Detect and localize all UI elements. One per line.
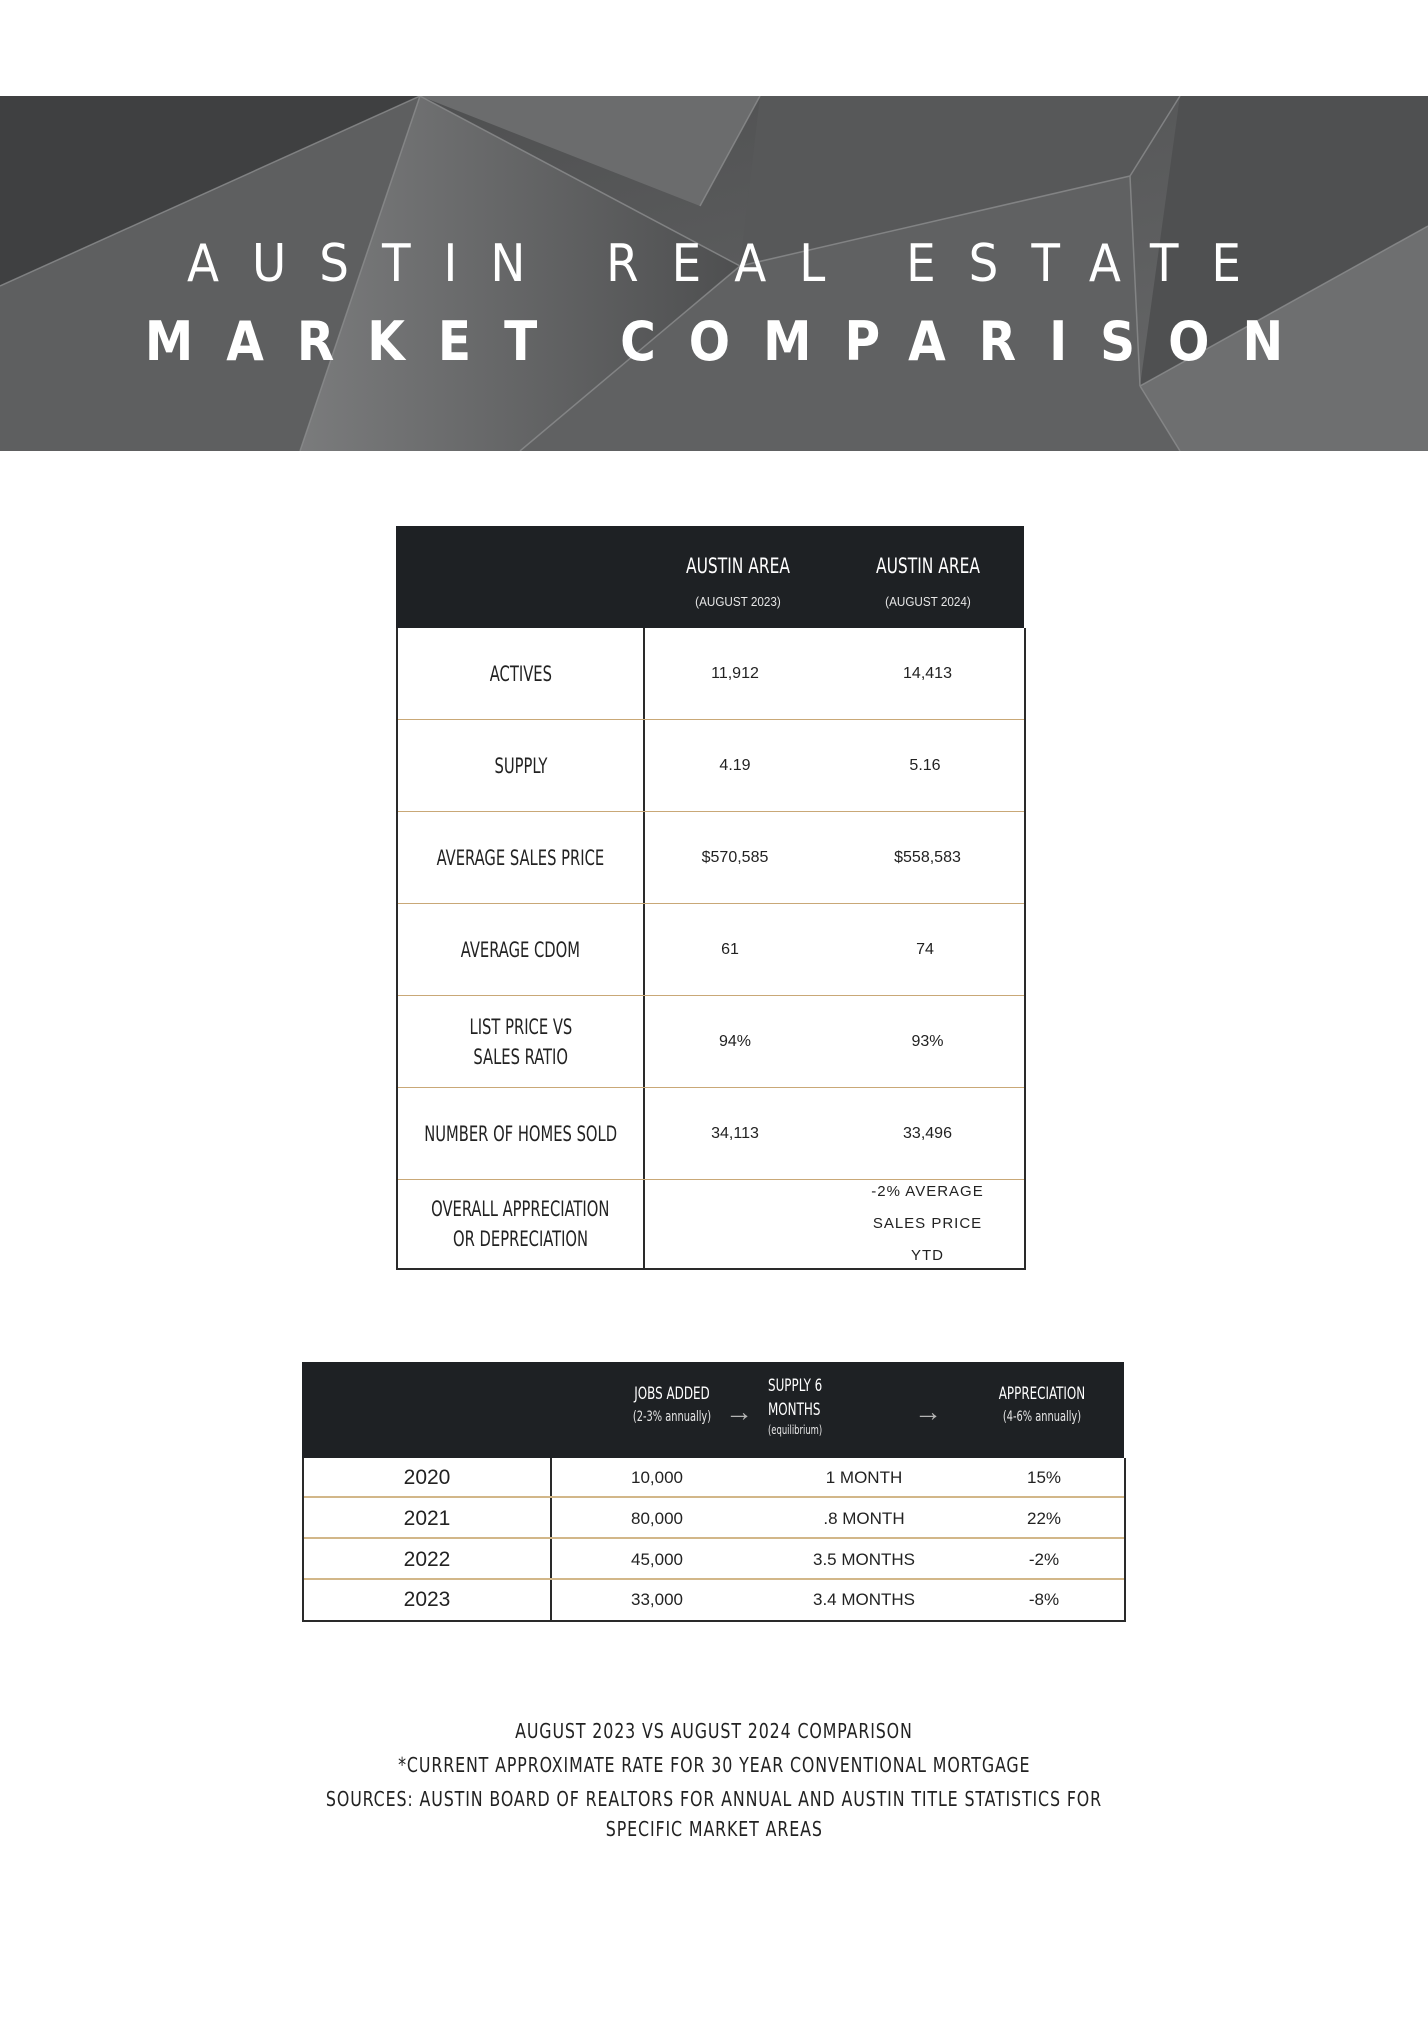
column-header-appreciation	[942, 1382, 1142, 1428]
row-label: NUMBER OF HOMES SOLD	[424, 1122, 617, 1146]
table-row	[398, 1088, 1024, 1180]
value-2023: 4.19	[719, 757, 751, 774]
appreciation-cell: 15%	[1026, 1468, 1062, 1487]
value-2024: 33,496	[903, 1125, 952, 1142]
footnote-sources: SOURCES: AUSTIN BOARD OF REALTORS FOR ANNUAL AND AUSTIN TITLE STATISTICS FOR	[325, 1787, 1103, 1811]
historical-trends-table	[302, 1362, 1124, 1622]
column-header-title: SUPPLY 6	[768, 1376, 823, 1396]
table-row	[398, 628, 1024, 720]
table-header	[302, 1362, 1124, 1458]
column-header-title: APPRECIATION	[998, 1384, 1086, 1404]
jobs-cell: 80,000	[631, 1509, 683, 1528]
row-divider	[304, 1496, 1124, 1498]
row-label: LIST PRICE VS SALES RATIO	[469, 1015, 572, 1069]
jobs-cell: 33,000	[631, 1590, 683, 1609]
footnote-comparison: AUGUST 2023 VS AUGUST 2024 COMPARISON	[515, 1719, 913, 1743]
arrow-right-icon: →	[914, 1396, 942, 1427]
table-body	[302, 1458, 1126, 1622]
value-2024: $558,583	[894, 849, 961, 866]
market-comparison-table	[396, 526, 1024, 1270]
arrow-right-icon: →	[725, 1396, 753, 1427]
row-label: AVERAGE SALES PRICE	[436, 846, 605, 870]
year-cell: 2022	[403, 1548, 451, 1571]
appreciation-cell: -8%	[1028, 1590, 1060, 1609]
row-label: AVERAGE CDOM	[460, 938, 581, 962]
jobs-cell: 45,000	[631, 1550, 683, 1569]
table-row	[304, 1580, 1124, 1620]
row-label: OVERALL APPRECIATION OR DEPRECIATION	[431, 1197, 610, 1251]
column-header-2024	[833, 526, 1023, 609]
column-header-subtitle: (2-3% annually)	[632, 1409, 712, 1425]
appreciation-cell: 22%	[1026, 1509, 1062, 1528]
column-header-title: AUSTIN AREA	[875, 554, 981, 578]
column-header-supply	[768, 1374, 928, 1438]
year-cell: 2023	[403, 1588, 451, 1611]
year-cell: 2020	[403, 1466, 451, 1489]
column-header-subtitle: (4-6% annually)	[1002, 1409, 1082, 1425]
table-row	[398, 996, 1024, 1088]
jobs-cell: 10,000	[631, 1468, 683, 1487]
value-2024: 74	[916, 941, 934, 958]
supply-cell: 3.4 MONTHS	[812, 1590, 916, 1609]
value-2023: 11,912	[711, 665, 759, 682]
year-cell: 2021	[403, 1507, 451, 1530]
value-2023: 34,113	[711, 1125, 759, 1142]
footnote-sources-line2: SPECIFIC MARKET AREAS	[605, 1817, 823, 1841]
row-label: ACTIVES	[489, 662, 552, 686]
banner-title-line2: MARKET COMPARISON	[144, 310, 1317, 373]
supply-cell: .8 MONTH	[823, 1509, 905, 1528]
column-header-subtitle: (AUGUST 2024)	[885, 594, 971, 609]
table-body	[396, 628, 1026, 1270]
column-header-title: JOBS ADDED	[634, 1384, 710, 1404]
table-row	[304, 1540, 1124, 1580]
table-row	[398, 812, 1024, 904]
banner-title-line1: AUSTIN REAL ESTATE	[187, 234, 1274, 294]
supply-cell: 3.5 MONTHS	[812, 1550, 916, 1569]
value-2023	[645, 1180, 825, 1268]
table-row	[398, 720, 1024, 812]
table-row	[398, 1180, 1024, 1268]
row-divider	[304, 1537, 1124, 1539]
value-2024: 14,413	[903, 665, 952, 682]
value-2023: $570,585	[701, 849, 769, 866]
table-row	[304, 1499, 1124, 1539]
row-label: SUPPLY	[494, 754, 547, 778]
footnote-mortgage-rate: *CURRENT APPROXIMATE RATE FOR 30 YEAR CONVENTIONAL MORTGAGE	[397, 1753, 1031, 1777]
value-2023: 94%	[718, 1033, 752, 1050]
table-row	[304, 1458, 1124, 1498]
table-header	[396, 526, 1024, 628]
column-header-title-line2: MONTHS	[768, 1400, 821, 1420]
column-header-subtitle: (AUGUST 2023)	[695, 594, 781, 609]
column-header-title: AUSTIN AREA	[685, 554, 791, 578]
value-2023: 61	[721, 941, 739, 958]
value-2024: 93%	[911, 1033, 944, 1050]
value-2024: -2% AVERAGE SALES PRICE YTD	[871, 1183, 984, 1264]
appreciation-cell: -2%	[1028, 1550, 1060, 1569]
value-2024: 5.16	[909, 757, 941, 774]
table-row	[398, 904, 1024, 996]
column-header-subtitle: (equilibrium)	[768, 1423, 823, 1437]
column-header-2023	[643, 526, 833, 609]
supply-cell: 1 MONTH	[825, 1468, 903, 1487]
header-banner	[0, 96, 1428, 451]
